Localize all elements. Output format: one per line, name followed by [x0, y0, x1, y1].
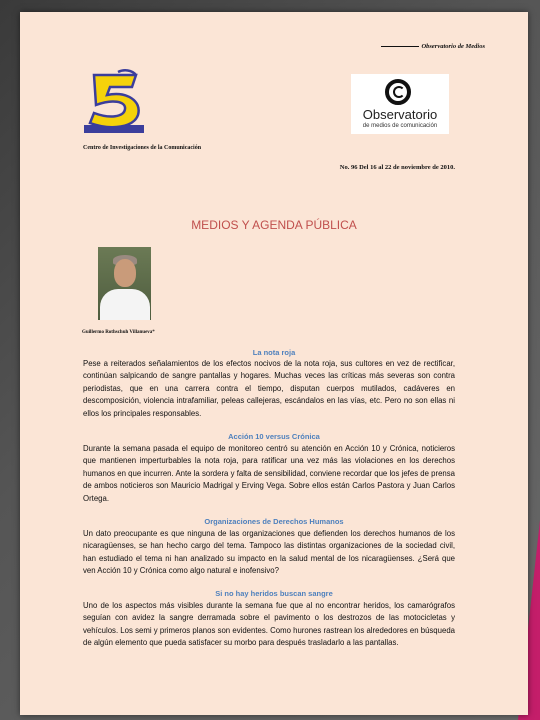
publication-name: Observatorio de Medios [421, 43, 485, 50]
observatorio-inner-ring-icon [393, 86, 405, 98]
document-title: MEDIOS Y AGENDA PÚBLICA [191, 218, 357, 232]
section-body-derechos-humanos: Un dato preocupante es que ninguna de las organizaciones que defienden los derechos humanos de los nicaragüenses, se han hecho cargo del tema. Tampoco las distintas organizaciones de la sociedad civil, han estudiado el tema ni han analizado su impacto en la salud mental de los nicaragüenses. ¿Será que ven Acción 10 y Crónica como algo natural e inofensivo? [83, 529, 455, 576]
document-page [20, 12, 528, 715]
observatorio-logo-subtitle: de medios de comunicación [362, 123, 438, 129]
section-body-nota-roja: Pese a reiterados señalamientos de los efectos nocivos de la nota roja, sus cultores en vez de rectificar, continúan salpicando de sangre pantallas y hogares. Muchas veces las críticas más severas son contra periodistas, que en una carrera contra el tiempo, disputan cuerpos mutilados, cadáveres en descomposición, violencia intrafamiliar, peleas callejeras, escándalos en las vías, etc. Pero no son ellas ni ellos los principales responsables. [83, 359, 455, 418]
author-caption: Guillermo Rothschuh Villanueva* [82, 330, 155, 335]
author-photo [98, 247, 151, 320]
publication-header [330, 43, 485, 50]
section-title-accion-10: Acción 10 versus Crónica [228, 432, 320, 441]
section-title-derechos-humanos: Organizaciones de Derechos Humanos [204, 517, 344, 526]
header-underline [381, 46, 419, 47]
observatorio-logo [351, 74, 449, 134]
issue-date: No. 96 Del 16 al 22 de noviembre de 2010. [339, 164, 455, 171]
center-name: Centro de Investigaciones de la Comunicación [83, 145, 202, 151]
observatorio-logo-title: Observatorio [362, 107, 438, 122]
section-body-heridos: Uno de los aspectos más visibles durante la semana fue que al no encontrar heridos, los camarógrafos seguían con avidez la sangre derramada sobre el pavimento o los destrozos de las motocicletas y vehículos. Los semi y primeros planos son evidentes. Como hurones rastrean los alrededores en búsqueda de algún elemento que pueda satisfacer su morbo para después trasladarlo a las pantallas. [83, 601, 455, 648]
section-body-accion-10: Durante la semana pasada el equipo de monitoreo centró su atención en Acción 10 y Crónica, noticieros que mantienen imperturbables la nota roja, para ratificar una vez más las violaciones en los derechos humanos en que incurren. Ante la sordera y falta de sensibilidad, conviene recordar que los jefes de prensa de ambos noticieros son Mauricio Madrigal y Erving Vega. Sobre ellos están Carlos Pastora y Juan Carlos Ortega. [83, 444, 455, 503]
cinco-logo [82, 69, 146, 135]
section-title-nota-roja: La nota roja [252, 348, 296, 357]
section-title-heridos: Si no hay heridos buscan sangre [215, 589, 333, 598]
